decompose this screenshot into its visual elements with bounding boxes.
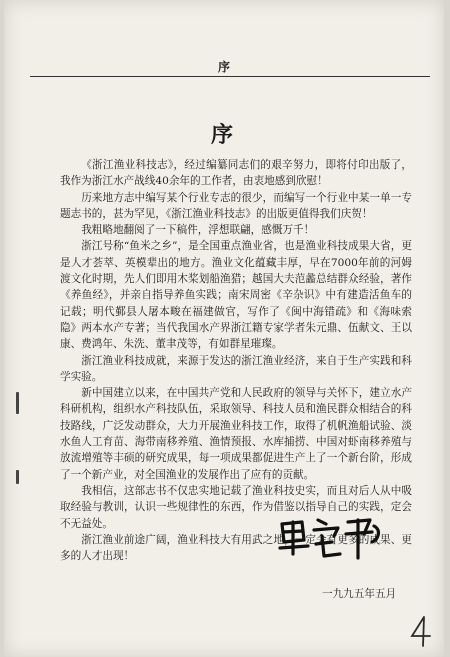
handwritten-signature [274,510,384,570]
paragraph: 浙江渔业前途广阔，渔业科技大有用武之地，一定会有更多的成果、更多的人才出现！ [60,533,412,563]
paragraph: 浙江渔业科技成就，来源于发达的浙江渔业经济，来自于生产实践和科学实验。 [60,354,412,383]
running-head: 序 [217,60,230,74]
paragraph: 我相信，这部志书不仅忠实地记载了渔业科技史实，而且对后人从中吸取经验与教训，认识一些规律性的东西，作为借鉴以指导自己的实践，定会不无益处。 [60,484,412,530]
preface-body [60,157,412,564]
paragraph: 浙江号称“鱼米之乡”，是全国重点渔业省，也是渔业科技成果大省，更是人才荟萃、英模辈出的地方。渔业文化蕴藏丰厚，早在7000年前的河姆渡文化时期，先人们即用木桨划船渔猎；越国大夫范蠡总结群众经验，著作《养鱼经》，并亲自指导养鱼实践；南宋周密《辛杂识》中有建造活鱼车的记载；明代鄞县人屠本畯在福建做官，写作了《闽中海错疏》和《海味索隐》两本水产专著；当代我国水产界浙江籍专家学者朱元鼎、伍献文、王以康、费鸿年、朱洗、董聿茂等，有如群星璀璨。 [60,240,412,351]
binding-mark [16,470,19,484]
handwritten-folio-number [408,614,434,648]
paragraph: 历来地方志中编写某个行业专志的很少，而编写一个行业中某一单一专题志书的，甚为罕见，《浙江渔业科技志》的出版更值得我们庆贺！ [60,191,412,220]
paragraph: 我粗略地翻阅了一下稿件，浮想联翩，感慨万千！ [81,224,315,237]
paragraph: 新中国建立以来，在中国共产党和人民政府的领导与关怀下，建立水产科研机构，组织水产科技队伍，采取领导、科技人员和渔民群众相结合的科技路线，广泛发动群众，大力开展渔业科技工作，取得了机帆渔船试验、淡水鱼人工育苗、海带南移养殖、渔情预报、水库捕捞、中国对虾南移养殖与放流增殖等丰硕的研究成果，每一项成果都促进生产上了一个新台阶，形成了一个新产业，对全国渔业的发展作出了应有的贡献。 [60,387,412,481]
book-page [4,0,444,657]
paragraph: 《浙江渔业科技志》，经过编纂同志们的艰辛努力，即将付印出版了，我作为浙江水产战线40余年的工作者，由衷地感到欣慰！ [60,159,412,188]
binding-mark [16,392,19,414]
page-title: 序 [210,122,237,148]
date-line: 一九九五年五月 [322,588,397,600]
header-rule [30,76,430,77]
